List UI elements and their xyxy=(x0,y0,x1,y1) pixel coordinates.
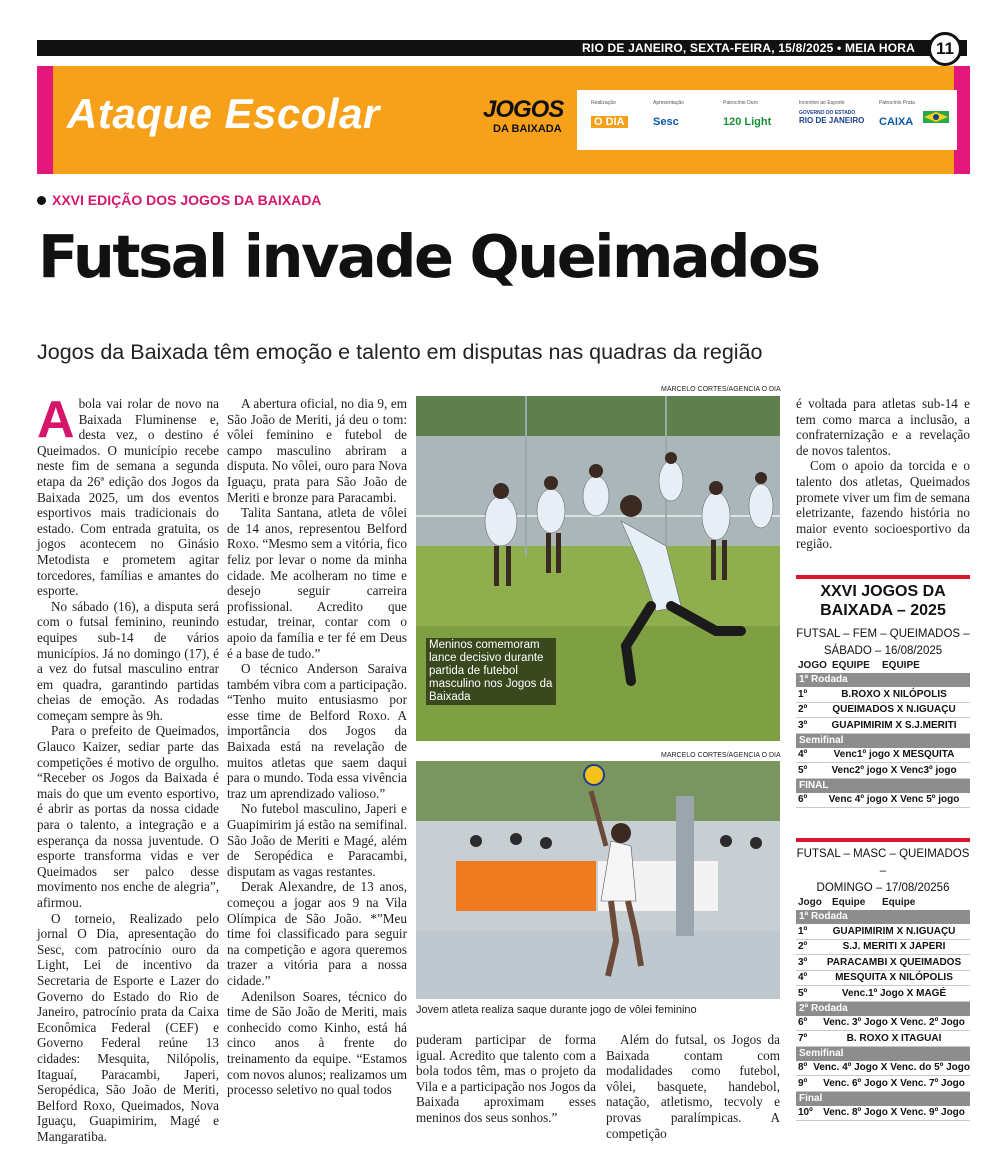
sponsor-extra: GOVERNO DO ESTADO xyxy=(799,110,856,116)
paragraph: Derak Alexandre, de 13 anos, começou a jogar aos 9 na Vila Olímpica de São João. *”Meu time foi classificado para seguir na competição e agora queremos trazer a vitória para a nossa cidade.” xyxy=(227,879,407,988)
bullet-icon xyxy=(37,196,46,205)
table-section: 1ª Rodada xyxy=(796,673,970,687)
sponsor-odia xyxy=(591,100,628,128)
paragraph: é voltada para atletas sub-14 e tem como marca a inclusão, a confraternização e a revelação de novos talentos. xyxy=(796,396,970,458)
paragraph: Com o apoio da torcida e o talento dos atletas, Queimados promete viver um fim de semana eletrizante, fazendo história no maior evento socioesportivo da região. xyxy=(796,458,970,552)
table-section: 2ª Rodada xyxy=(796,1002,970,1016)
drop-cap: A xyxy=(37,391,75,449)
table-row: 2º QUEIMADOS X N.IGUAÇU xyxy=(796,703,970,719)
table-section: Semifinal xyxy=(796,1047,970,1061)
photo-volei-feminino xyxy=(416,761,780,999)
paragraph: Talita Santana, atleta de vôlei de 14 anos, representou Belford Roxo. “Mesmo sem a vitória, fico feliz por levar o nome da minha cidade. Me acolheram no time e desejo seguir carreira profissional. Acredito que estudar, treinar, contar com o apoio da família e ter fé em Deus é a base de tudo.” xyxy=(227,505,407,661)
sponsor-name: RIO DE JANEIRO xyxy=(799,116,865,125)
table-section: 1ª Rodada xyxy=(796,910,970,924)
brasil-flag-icon xyxy=(923,110,949,122)
kicker-text: XXVI EDIÇÃO DOS JOGOS DA BAIXADA xyxy=(52,192,322,208)
paragraph: O técnico Anderson Saraiva também vibra com a participação. “Tenho muito entusiasmo por esse time de Belford Roxo. A importância dos Jogos da Baixada está na revelação de muitos atletas que saem daqui para o mundo. Toda essa vivência traz um aprendizado valioso.” xyxy=(227,661,407,801)
table-row: 1º GUAPIMIRIM X N.IGUAÇU xyxy=(796,924,970,940)
masc-table xyxy=(796,910,970,1121)
sponsor-governo-rj xyxy=(799,100,864,125)
jogos-da-baixada-logo xyxy=(483,96,569,140)
sponsor-strip xyxy=(577,90,957,150)
table-row: 3º GUAPIMIRIM X S.J.MERITI xyxy=(796,718,970,734)
table-row: 9º Venc. 6º Jogo X Venc. 7º Jogo xyxy=(796,1076,970,1092)
paragraph: puderam participar de forma igual. Acredito que talento com a bola todos têm, mas o projeto da Vila e a participação nos Jogos da Baixada aproximam esses meninos dos seus sonhos.” xyxy=(416,1032,596,1125)
volleyball-photo-illustration xyxy=(416,761,780,999)
fem-table xyxy=(796,673,970,808)
paragraph: Além do futsal, os Jogos da Baixada contam com modalidades como futebol, vôlei, basquete, handebol, natação, atletismo, tecvoly e provas paralímpicas. A competição xyxy=(606,1032,780,1141)
sidebar-rule xyxy=(796,838,970,842)
section-title: Ataque Escolar xyxy=(67,90,380,137)
table-row: 10º Venc. 8º Jogo X Venc. 9º Jogo xyxy=(796,1106,970,1122)
masc-date: DOMINGO – 17/08/20256 xyxy=(816,882,950,894)
paragraph: Abola vai rolar de novo na Baixada Fluminense e, desta vez, o destino é Queimados. O município recebe neste fim de semana a segunda etapa da 26ª edição dos Jogos da Baixada 2025, um dos eventos esportivos mais tradicionais do estado. Com entrada gratuita, os jogos acontecem no Ginásio Metodista e prometem agitar torcedores, famílias e amantes do esporte. xyxy=(37,391,219,599)
fem-date: SÁBADO – 16/08/2025 xyxy=(823,645,943,657)
sponsor-name: Sesc xyxy=(653,116,679,128)
article-column-2 xyxy=(227,396,407,1128)
sidebar-rule xyxy=(796,575,970,579)
sponsor-light xyxy=(723,100,771,128)
sponsor-caption: Incentivo ao Esporte xyxy=(799,100,845,106)
paragraph: A abertura oficial, no dia 9, em São João de Meriti, já deu o tom: vôlei feminino e futebol de campo masculino abriram a disputa. No vôlei, ouro para Nova Iguaçu, prata para São João de Meriti e bronze para Paracambi. xyxy=(227,396,407,505)
sponsor-sesc xyxy=(653,100,684,128)
fem-subtitle: FUTSAL – FEM – QUEIMADOS – xyxy=(796,628,970,640)
table-section: Semifinal xyxy=(796,734,970,748)
schedule-sidebar xyxy=(796,582,970,808)
table-row: 3º PARACAMBI X QUEIMADOS xyxy=(796,955,970,971)
top-bar xyxy=(37,40,967,56)
table-row: 4º MESQUITA X NILÓPOLIS xyxy=(796,971,970,987)
logo-top-text: JOGOS xyxy=(483,96,564,123)
sponsor-name: 120 Light xyxy=(723,116,772,128)
table-row: 6º Venc. 3º Jogo X Venc. 2º Jogo xyxy=(796,1016,970,1032)
paragraph: No futebol masculino, Japeri e Guapimirim já estão na semifinal. São João de Meriti e Magé, além de Seropédica e Paracambi, disputam as vagas restantes. xyxy=(227,801,407,879)
sponsor-caixa xyxy=(879,100,915,128)
article-column-5 xyxy=(796,396,970,552)
sponsor-caption: Apresentação xyxy=(653,100,684,106)
sponsor-caption: Realização xyxy=(591,100,616,106)
banner-accent-left xyxy=(37,66,53,174)
masc-subtitle: FUTSAL – MASC – QUEIMADOS – xyxy=(796,848,970,877)
article-column-4 xyxy=(606,1032,780,1141)
masc-table-header: Jogo Equipe Equipe xyxy=(798,897,916,908)
sponsor-caption: Patrocínio Prata xyxy=(879,100,915,106)
table-row: 4º Venc1º jogo X MESQUITA xyxy=(796,748,970,764)
table-row: 1º B.ROXO X NILÓPOLIS xyxy=(796,687,970,703)
article-column-3 xyxy=(416,1032,596,1130)
section-banner xyxy=(37,66,970,174)
table-section: Final xyxy=(796,1092,970,1106)
table-row: 5º Venc2º jogo X Venc3º jogo xyxy=(796,763,970,779)
photo-caption: Jovem atleta realiza saque durante jogo de vôlei feminino xyxy=(416,1004,697,1016)
article-column-1 xyxy=(37,391,219,1144)
table-row: 5º Venc.1º Jogo X MAGÉ xyxy=(796,986,970,1002)
sponsor-name: O DIA xyxy=(591,116,628,128)
sponsor-caption: Patrocínio Ouro xyxy=(723,100,759,106)
table-section: FINAL xyxy=(796,779,970,793)
table-row: 8º Venc. 4º Jogo X Venc. do 5º Jogo xyxy=(796,1061,970,1077)
paragraph: O torneio, Realizado pelo jornal O Dia, apresentação do Sesc, com patrocínio ouro da Light, Lei de incentivo da Secretaria de Esporte e Lazer do Governo do Estado do Rio de Janeiro, patrocínio prata da Caixa Econômica Federal (CEF) e Governo Federal reúne 13 cidades: Mesquita, Nilópolis, Itaguaí, Paracambi, Japeri, Seropédica, São João de Meriti, Belford Roxo, Queimados, Nova Iguaçu, Guapimirim, Magé e Mangaratiba. xyxy=(37,910,219,1144)
headline: Futsal invade Queimados xyxy=(38,222,819,291)
paragraph: Para o prefeito de Queimados, Glauco Kaizer, sediar parte das competições é motivo de orgulho. “Receber os Jogos da Baixada é mais do que um evento esportivo, é abrir as portas da nossa cidade para o talento, a integração e a esperança da nossa juventude. O esporte transforma vidas e ver Queimados ser palco desse movimento nos enche de alegria”, afirmou. xyxy=(37,723,219,910)
paragraph: Adenilson Soares, técnico do time de São João de Meriti, mais conhecido como Kinho, está há cinco anos à frente do treinamento da equipe. “Estamos com novos alunos; realizamos um processo seletivo no qual todos xyxy=(227,988,407,1098)
logo-bottom-text: DA BAIXADA xyxy=(493,123,562,135)
schedule-sidebar-masc xyxy=(796,846,970,1121)
table-row: 6º Venc 4º jogo X Venc 5º jogo xyxy=(796,793,970,809)
kicker xyxy=(37,192,321,208)
sponsor-name: CAIXA xyxy=(879,116,914,128)
subheadline: Jogos da Baixada têm emoção e talento em disputas nas quadras da região xyxy=(37,340,763,364)
table-row: 2º S.J. MERITI X JAPERI xyxy=(796,940,970,956)
photo-credit: MARCELO CORTES/AGENCIA O DIA xyxy=(661,386,781,393)
table-row: 7º B. ROXO X ITAGUAI xyxy=(796,1031,970,1047)
fem-table-header: JOGO EQUIPE EQUIPE xyxy=(798,660,920,671)
photo-credit: MARCELO CORTES/AGENCIA O DIA xyxy=(661,752,781,759)
page-number: 11 xyxy=(928,32,962,66)
dateline: RIO DE JANEIRO, SEXTA-FEIRA, 15/8/2025 • MEIA HORA xyxy=(582,41,915,55)
sidebar-title: XXVI JOGOS DA BAIXADA – 2025 xyxy=(820,583,946,619)
photo-caption-overlay: Meninos comemoram lance decisivo durante partida de futebol masculino nos Jogos da Baixada xyxy=(426,638,556,705)
paragraph: No sábado (16), a disputa será com o futsal feminino, reunindo equipes sub-14 de vários municípios. Já no domingo (17), é a vez do futsal masculino entrar em quadra, garantindo partidas cheias de emoção. As rodadas começam sempre às 9h. xyxy=(37,598,219,723)
